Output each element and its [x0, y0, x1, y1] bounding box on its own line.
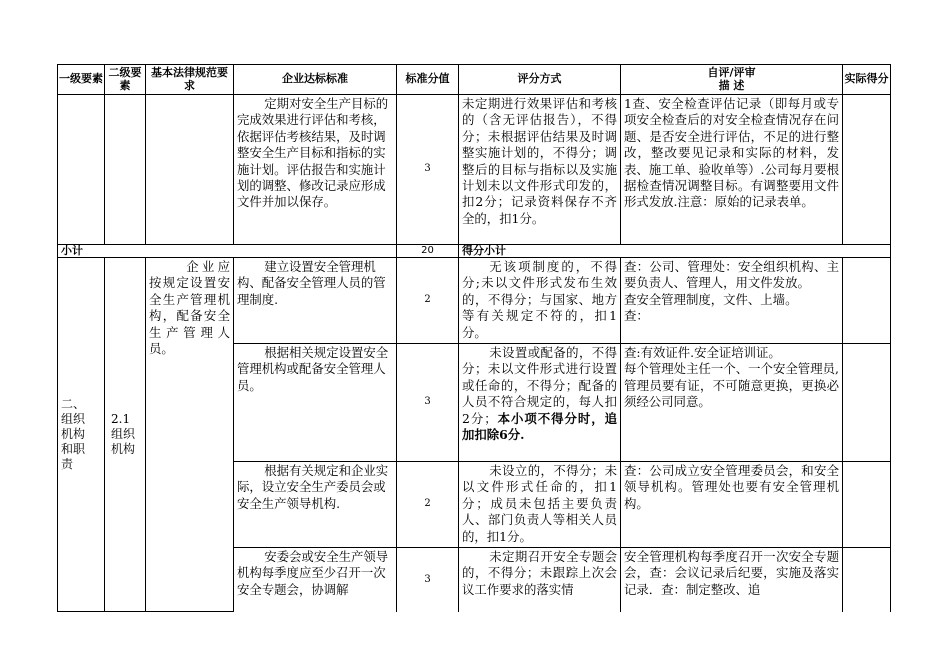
header-standard: 企业达标标准: [234, 65, 397, 95]
header-actual: 实际得分: [843, 65, 891, 95]
cell-level1-empty: [58, 95, 105, 245]
cell-evaluation: 查：公司、管理处：安全组织机构、主要负责人、管理人，用文件发放。 查安全管理制度，文件、上墙。 查：: [621, 258, 843, 344]
cell-level1: [58, 258, 105, 612]
cell-evaluation: 1查、安全检查评估记录（即每月或专项安全检查后的对安全检查情况存在问题、是否安全进行评估，不足的进行整改，整改要见记录和实际的材料，发表、施工单、验收单等）.公司每月要根据检查情况调整目标。有调整要用文件形式发放.注意：原始的记录表单。: [621, 95, 843, 245]
header-law: 基本法律规范要求: [146, 65, 234, 95]
header-self-eval-line2: 描 述: [718, 78, 745, 92]
subtotal-score: 20: [397, 245, 459, 258]
header-score: 标准分值: [397, 65, 459, 95]
cell-law: 企业应按规定设置安全生产管理机构，配备安全生产管理人员。: [146, 258, 234, 612]
cell-law-empty: [146, 95, 234, 245]
level2-text: 2.1组织机构: [111, 412, 136, 456]
cell-evaluation: 查:有效证件.安全证培训证。 每个管理处主任一个、一个安全管理员,管理员要有证，不可随意更换，更换必须经公司同意。: [621, 344, 843, 462]
cell-evaluation: 查：公司成立安全管理委员会，和安全领导机构。管理处也要有安全管理机构。: [621, 462, 843, 548]
method-bold-text: 本小项不得分时，追加扣除6分.: [462, 410, 618, 443]
cell-score: 3: [397, 344, 459, 462]
cell-standard: 安委会或安全生产领导机构每季度应至少召开一次安全专题会，协调解: [234, 548, 397, 612]
cell-standard: 根据有关规定和企业实际，设立安全生产委员会或安全生产领导机构.: [234, 462, 397, 548]
header-self-eval: [621, 65, 843, 95]
cell-score: 2: [397, 462, 459, 548]
subtotal-label2: 得分小计: [459, 245, 891, 258]
cell-method: 未设立的，不得分；未以文件形式任命的，扣1分；成员未包括主要负责人、部门负责人等相关人员的，扣1分。: [459, 462, 621, 548]
header-level2: 二级要素: [105, 65, 146, 95]
cell-actual-empty: [843, 258, 891, 344]
cell-score: 3: [397, 95, 459, 245]
method-text: 未设置或配备的，不得分；未以文件形式进行设置或任命的，不得分；配备的人员不符合规定的，每人扣2分；: [462, 345, 617, 426]
cell-standard: 定期对安全生产目标的完成效果进行评估和考核，依据评估考核结果，及时调整安全生产目标和指标的实施计划。评估报告和实施计划的调整、修改记录应形成文件并加以保存。: [234, 95, 397, 245]
cell-actual-empty: [843, 344, 891, 462]
cell-score: 2: [397, 258, 459, 344]
table-row: [58, 258, 891, 344]
cell-method: 未定期召开安全专题会的，不得分；未跟踪上次会议工作要求的落实情: [459, 548, 621, 612]
cell-method: 无该项制度的，不得分;未以文件形式发布生效的，不得分；与国家、地方等有关规定不符的，扣1分。: [459, 258, 621, 344]
cell-actual-empty: [843, 548, 891, 612]
cell-level2-empty: [105, 95, 146, 245]
header-level1: 一级要素: [58, 65, 105, 95]
cell-method: [459, 344, 621, 462]
cell-standard: 建立设置安全管理机构、配备安全管理人员的管理制度.: [234, 258, 397, 344]
cell-score: 3: [397, 548, 459, 612]
header-self-eval-line1: 自评/评审: [707, 66, 756, 79]
header-method: 评分方式: [459, 65, 621, 95]
table-header-row: [58, 65, 891, 95]
cell-actual-empty: [843, 462, 891, 548]
subtotal-row: [58, 245, 891, 258]
subtotal-label: 小计: [58, 245, 397, 258]
cell-method: 未定期进行效果评估和考核的（含无评估报告），不得分；未根据评估结果及时调整实施计划的，不得分；调整后的目标与指标以及实施计划未以文件形式印发的，扣2分；记录资料保存不齐全的，扣1分。: [459, 95, 621, 245]
cell-standard: 根据相关规定设置安全管理机构或配备安全管理人员。: [234, 344, 397, 462]
evaluation-table: [57, 64, 891, 612]
level1-text: 二、组织机构和职责: [61, 397, 86, 471]
cell-evaluation: 安全管理机构每季度召开一次安全专题会，查：会议记录后纪要，实施及落实记录．查：制定整改、追: [621, 548, 843, 612]
cell-actual-empty: [843, 95, 891, 245]
table-row: [58, 95, 891, 245]
cell-level2: [105, 258, 146, 612]
